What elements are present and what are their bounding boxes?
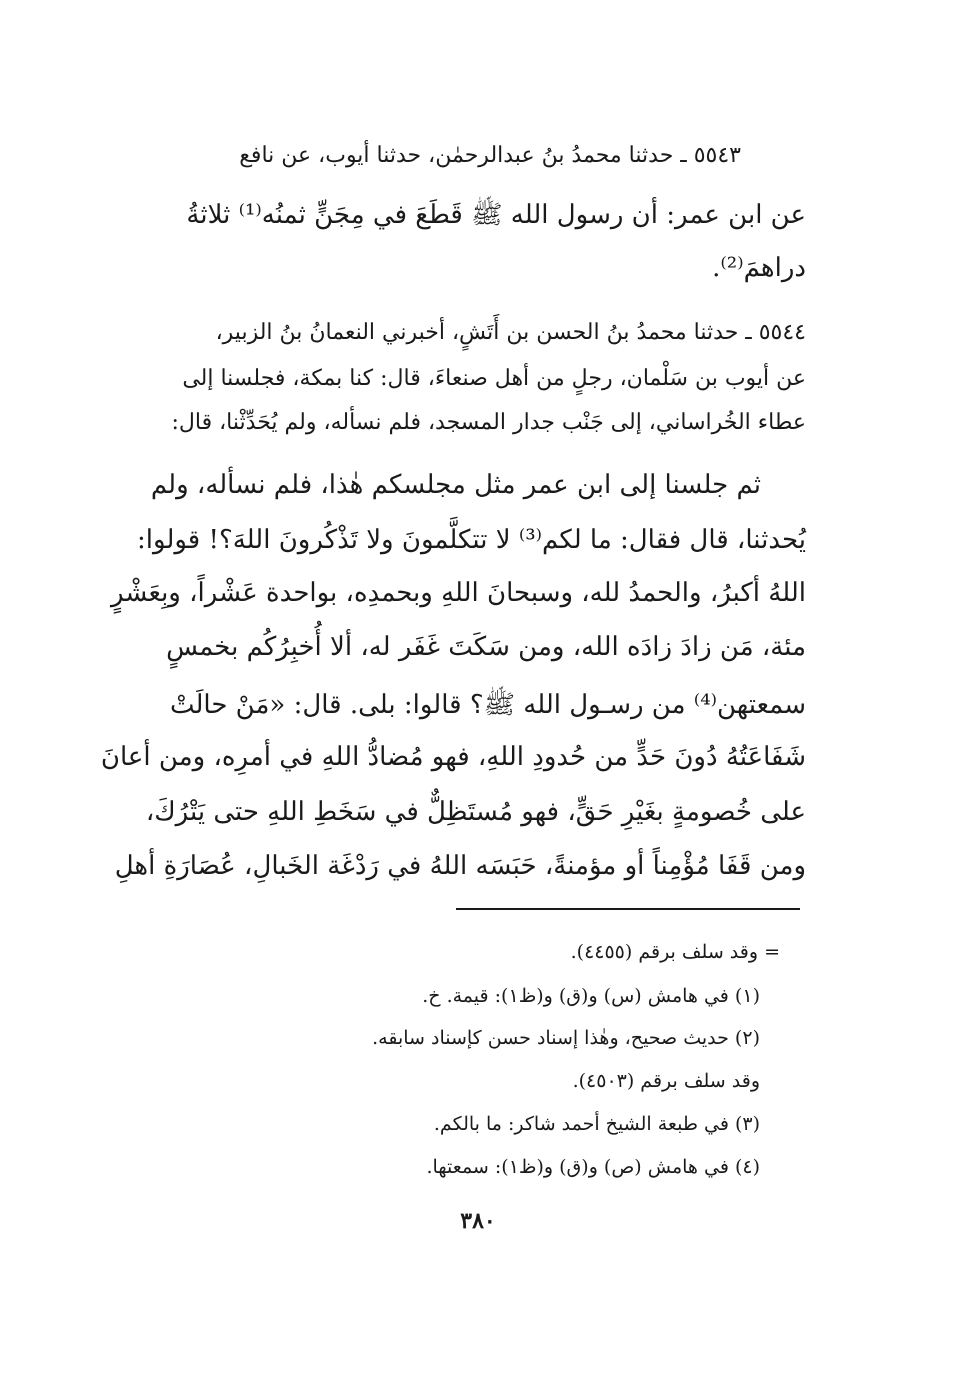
hadith-5543-line-3: دراهمَ⁽²⁾. bbox=[712, 253, 806, 283]
footnote-1: (١) في هامش (س) و(ق) و(ظ١): قيمة. خ. bbox=[422, 985, 760, 1007]
footnote-2-continuation: وقد سلف برقم (٤٥٠٣). bbox=[572, 1070, 760, 1092]
hadith-5544-matn-line-1: ثم جلسنا إلى ابن عمر مثل مجلسكم هٰذا، فلم نسأله، ولم bbox=[150, 470, 761, 500]
hadith-5544-matn-line-2: يُحدثنا، قال فقال: ما لكم⁽³⁾ لا تتكلَّمونَ ولا تَذْكُرونَ اللهَ؟! قولوا: bbox=[137, 525, 806, 555]
hadith-5544-matn-line-4: مئة، مَن زادَ زادَه الله، ومن سَكَتَ غَفَر له، ألا أُخبِرُكُم بخمسٍ bbox=[166, 632, 806, 662]
hadith-5544-isnad-line-3: عطاء الخُراساني، إلى جَنْب جدار المسجد، فلم نسأله، ولم يُحَدِّثْنا، قال: bbox=[171, 410, 806, 435]
hadith-5543-line-2: عن ابن عمر: أن رسول الله ﷺ قَطَعَ في مِجَنٍّ ثمنُه⁽¹⁾ ثلاثةُ bbox=[186, 200, 806, 230]
footnote-3: (٣) في طبعة الشيخ أحمد شاكر: ما بالكم. bbox=[433, 1113, 760, 1135]
footnote-continuation: = وقد سلف برقم (٤٤٥٥). bbox=[570, 941, 780, 963]
hadith-5544-isnad-line-2: عن أيوب بن سَلْمان، رجلٍ من أهل صنعاءَ، قال: كنا بمكة، فجلسنا إلى bbox=[182, 366, 806, 391]
hadith-5544-matn-line-6: شَفَاعَتُهُ دُونَ حَدٍّ من حُدودِ اللهِ، فهو مُضادُّ اللهِ في أمرِه، ومن أعانَ bbox=[100, 742, 806, 772]
footnote-4: (٤) في هامش (ص) و(ق) و(ظ١): سمعتها. bbox=[426, 1156, 760, 1178]
hadith-5544-matn-line-7: على خُصومةٍ بغَيْرِ حَقٍّ، فهو مُستَظِلٌّ في سَخَطِ اللهِ حتى يَتْرُكَ، bbox=[145, 797, 806, 827]
hadith-5544-matn-line-8: ومن قَفَا مُؤْمِناً أو مؤمنةً، حَبَسَه اللهُ في رَدْغَة الخَبالِ، عُصَارَةِ أهلِ bbox=[114, 851, 806, 881]
footnote-2: (٢) حديث صحيح، وهٰذا إسناد حسن كإسناد سابقه. bbox=[372, 1027, 760, 1049]
hadith-5543-line-1: ٥٥٤٣ ـ حدثنا محمدُ بنُ عبدالرحمٰن، حدثنا أيوب، عن نافع bbox=[239, 143, 741, 168]
page-number: ٣٨٠ bbox=[460, 1208, 496, 1234]
hadith-5544-matn-line-3: اللهُ أكبرُ، والحمدُ لله، وسبحانَ اللهِ وبحمدِه، بواحدة عَشْراً، وبِعَشْرٍ bbox=[110, 578, 806, 608]
footnote-divider bbox=[456, 908, 800, 910]
hadith-5544-matn-line-5: سمعتهن⁽⁴⁾ من رسـول الله ﷺ؟ قالوا: بلى. قال: «مَنْ حالَتْ bbox=[169, 690, 806, 720]
hadith-5544-isnad-line-1: ٥٥٤٤ ـ حدثنا محمدُ بنُ الحسن بن أَتَشٍ، أخبرني النعمانُ بنُ الزبير، bbox=[215, 320, 806, 345]
